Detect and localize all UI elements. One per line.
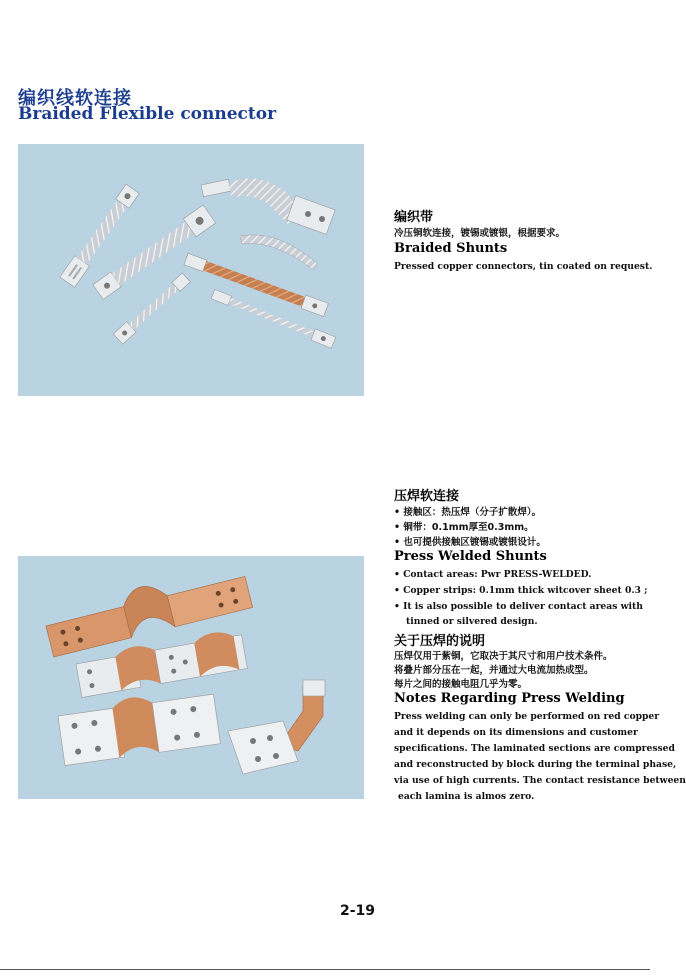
press-welded-section bbox=[394, 485, 648, 645]
page-title-en: Braided Flexible connector bbox=[18, 104, 277, 124]
notes-line-en: Press welding can only be performed on red copper bbox=[394, 711, 660, 722]
braided-shunts-section bbox=[394, 206, 653, 286]
press-bullet-cn: • 铜带：0.1mm厚至0.3mm。 bbox=[394, 522, 534, 533]
press-bullet-cn: • 接触区：热压焊（分子扩散焊）。 bbox=[394, 507, 542, 518]
braided-desc-cn: 冷压铜软连接，镀锡或镀银，根据要求。 bbox=[394, 228, 566, 239]
press-heading-en: Press Welded Shunts bbox=[394, 549, 547, 564]
press-bullet-en-cont: tinned or silvered design. bbox=[406, 616, 538, 627]
braided-desc-en: Pressed copper connectors, tin coated on request. bbox=[394, 261, 653, 272]
notes-line-en: via use of high currents. The contact resistance between bbox=[394, 775, 686, 786]
notes-heading-en: Notes Regarding Press Welding bbox=[394, 691, 625, 706]
braided-heading-cn: 编织带 bbox=[394, 210, 434, 225]
notes-line-cn: 每片之间的接触电阻几乎为零。 bbox=[394, 679, 528, 690]
press-heading-cn: 压焊软连接 bbox=[394, 489, 460, 504]
braided-shunts-photo bbox=[18, 144, 364, 396]
notes-section bbox=[394, 630, 686, 810]
press-bullet-en: • Copper strips: 0.1mm thick witcover sheet 0.3 ; bbox=[394, 585, 648, 596]
bottom-rule bbox=[0, 969, 650, 970]
press-welded-shunts-photo bbox=[18, 556, 364, 799]
notes-line-en: and it depends on its dimensions and customer bbox=[394, 727, 638, 738]
press-bullet-cn: • 也可提供接触区镀锡或镀银设计。 bbox=[394, 537, 546, 548]
press-bullet-en: • Contact areas: Pwr PRESS-WELDED. bbox=[394, 569, 592, 580]
notes-line-cn: 将叠片部分压在一起，并通过大电流加热成型。 bbox=[394, 665, 594, 676]
page-title-cn: 编织线软连接 bbox=[18, 88, 132, 109]
notes-line-en: each lamina is almos zero. bbox=[398, 791, 535, 802]
press-bullet-en: • It is also possible to deliver contact areas with bbox=[394, 601, 643, 612]
notes-line-en: and reconstructed by block during the terminal phase, bbox=[394, 759, 677, 770]
braided-heading-en: Braided Shunts bbox=[394, 241, 508, 256]
notes-heading-cn: 关于压焊的说明 bbox=[394, 634, 486, 649]
notes-line-en: specifications. The laminated sections are compressed bbox=[394, 743, 675, 754]
page-number: 2-19 bbox=[340, 903, 376, 919]
notes-line-cn: 压焊仅用于紫铜，它取决于其尺寸和用户技术条件。 bbox=[394, 651, 613, 662]
